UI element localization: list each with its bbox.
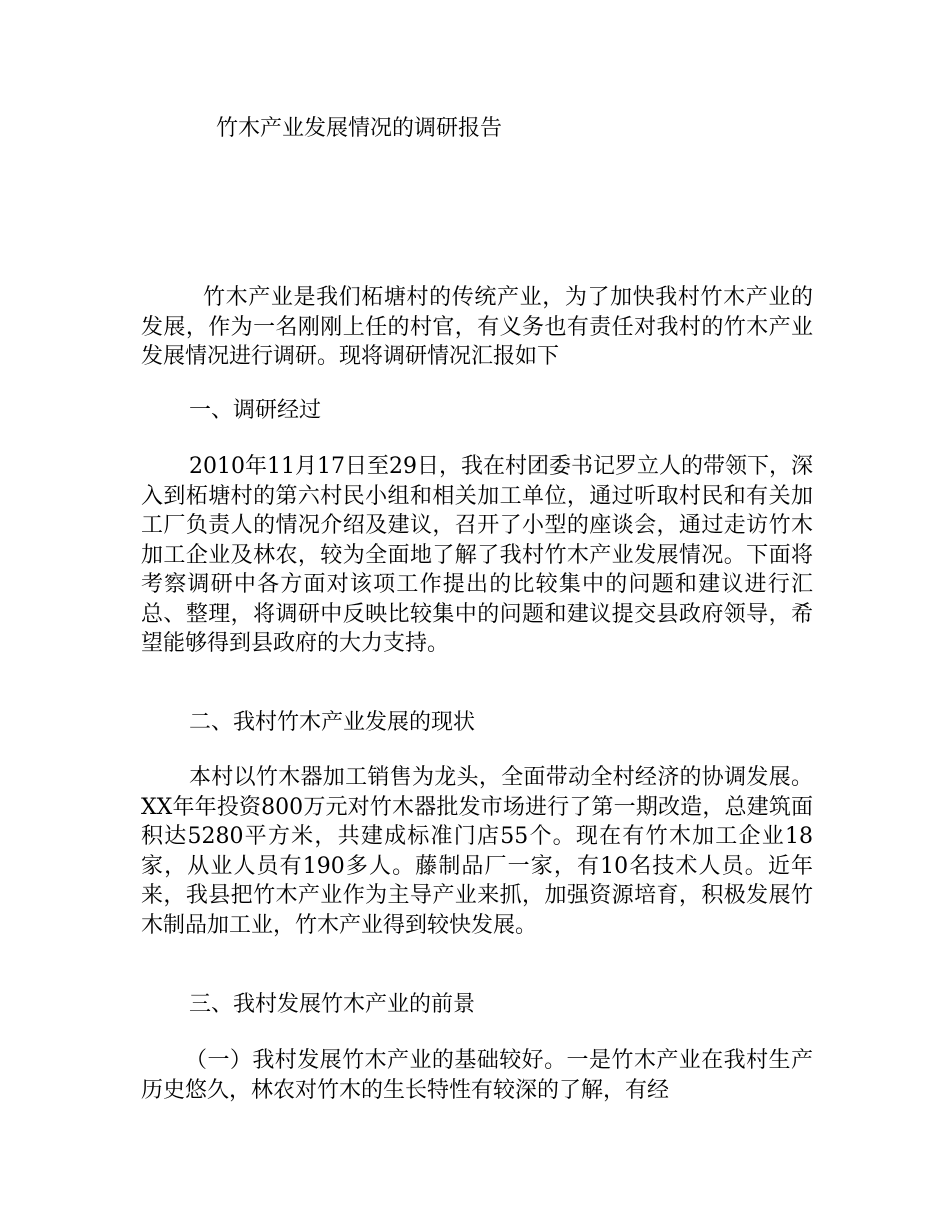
intro-paragraph: 竹木产业是我们柘塘村的传统产业，为了加快我村竹木产业的发展，作为一名刚刚上任的村官，有义务也有责任对我村的竹木产业发展情况进行调研。现将调研情况汇报如下	[141, 285, 813, 369]
section-2-heading: 二、我村竹木产业发展的现状	[189, 710, 476, 735]
section-1-heading: 一、调研经过	[189, 398, 322, 423]
section-3-heading: 三、我村发展竹木产业的前景	[189, 992, 476, 1017]
document-title: 竹木产业发展情况的调研报告	[216, 116, 503, 141]
section-2-paragraph: 本村以竹木器加工销售为龙头，全面带动全村经济的协调发展。XX年年投资800万元对竹木器批发市场进行了第一期改造，总建筑面积达5280平方米，共建成标准门店55个。现在有竹木加工企业18家，从业人员有190多人。藤制品厂一家，有10名技术人员。近年来，我县把竹木产业作为主导产业来抓，加强资源培育，积极发展竹木制品加工业，竹木产业得到较快发展。	[141, 765, 813, 938]
section-3-paragraph: （一）我村发展竹木产业的基础较好。一是竹木产业在我村生产历史悠久，林农对竹木的生长特性有较深的了解，有经	[141, 1048, 813, 1103]
section-1-paragraph: 2010年11月17日至29日，我在村团委书记罗立人的带领下，深入到柘塘村的第六村民小组和相关加工单位，通过听取村民和有关加工厂负责人的情况介绍及建议，召开了小型的座谈会，通过走访竹木加工企业及林农，较为全面地了解了我村竹木产业发展情况。下面将考察调研中各方面对该项工作提出的比较集中的问题和建议进行汇总、整理，将调研中反映比较集中的问题和建议提交县政府领导，希望能够得到县政府的大力支持。	[141, 454, 813, 656]
